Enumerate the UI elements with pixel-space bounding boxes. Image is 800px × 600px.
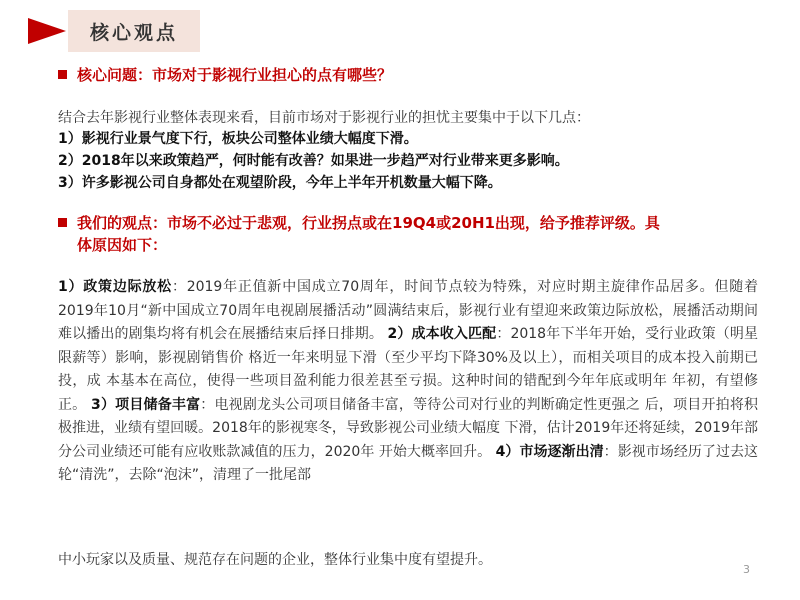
reason-3-title: 3）项目储备丰富: [91, 396, 201, 413]
core-question: [58, 64, 752, 86]
page-title: 核心观点: [68, 10, 200, 52]
reason-1-text: ：2019年正值新中国成立70周年，时间节点较为特殊，对应时期主旋律作品居多。但随着2019年10月“新中国成立70周年电视剧展播活动”圆满结束后，影视行业有望迎来政策边际放松，展播活动期间难以播出的剧集均将有机会在展播结束后择日排期。: [58, 279, 758, 342]
reason-1-title: 1）政策边际放松: [58, 279, 172, 295]
page-number: 3: [743, 563, 750, 576]
reason-4-title: 4）市场逐渐出清: [495, 443, 604, 460]
our-viewpoint: [58, 212, 752, 256]
square-bullet-icon: [58, 70, 67, 79]
concern-list: [58, 128, 569, 194]
concern-item-2: 2）2018年以来政策趋严，何时能有改善？如果进一步趋严对行业带来更多影响。: [58, 153, 569, 169]
title-triangle-marker: [28, 18, 66, 44]
square-bullet-icon: [58, 218, 67, 227]
concern-item-3: 3）许多影视公司自身都处在观望阶段，今年上半年开机数量大幅下降。: [58, 175, 502, 191]
concern-item-1: 1）影视行业景气度下行，板块公司整体业绩大幅度下滑。: [58, 131, 418, 147]
reason-2-title: 2）成本收入匹配: [387, 326, 497, 342]
reason-2-text: ：2018年下半年开始，受行业政策（明星限薪等）影响，影视剧销售价 格近一年来明显下滑（至少平均下降30%及以上），而相关项目的成本投入前期已投，成 本基本在高位，使得一些项目盈利能力很差甚至亏损。这种时间的错配到今年年底或明年 年初，有望修正。: [58, 326, 759, 413]
reasons-paragraph: [58, 276, 758, 488]
closing-text: 中小玩家以及质量、规范存在问题的企业，整体行业集中度有望提升。: [58, 552, 492, 568]
core-question-text: 核心问题：市场对于影视行业担心的点有哪些？: [77, 66, 393, 84]
viewpoint-text-line1: 我们的观点：市场不必过于悲观，行业拐点或在19Q4或20H1出现，给予推荐评级。具: [77, 214, 660, 232]
reason-3-text: ：电视剧龙头公司项目储备丰富，等待公司对行业的判断确定性更强之 后，项目开拍将积极推进，业绩有望回暖。2018年的影视寒冬，导致影视公司业绩大幅度 下滑，估计2019年还将延续，2019年部分公司业绩还可能有应收账款减值的压力，2020年 开始大概率回升。: [58, 396, 759, 460]
intro-text: 结合去年影视行业整体表现来看，目前市场对于影视行业的担忧主要集中于以下几点：: [58, 110, 590, 126]
reason-4-text: ：影视市场经历了过去这轮“清洗”，去除“泡沫”，清理了一批尾部: [58, 443, 759, 483]
viewpoint-text-line2: 体原因如下：: [77, 236, 168, 254]
